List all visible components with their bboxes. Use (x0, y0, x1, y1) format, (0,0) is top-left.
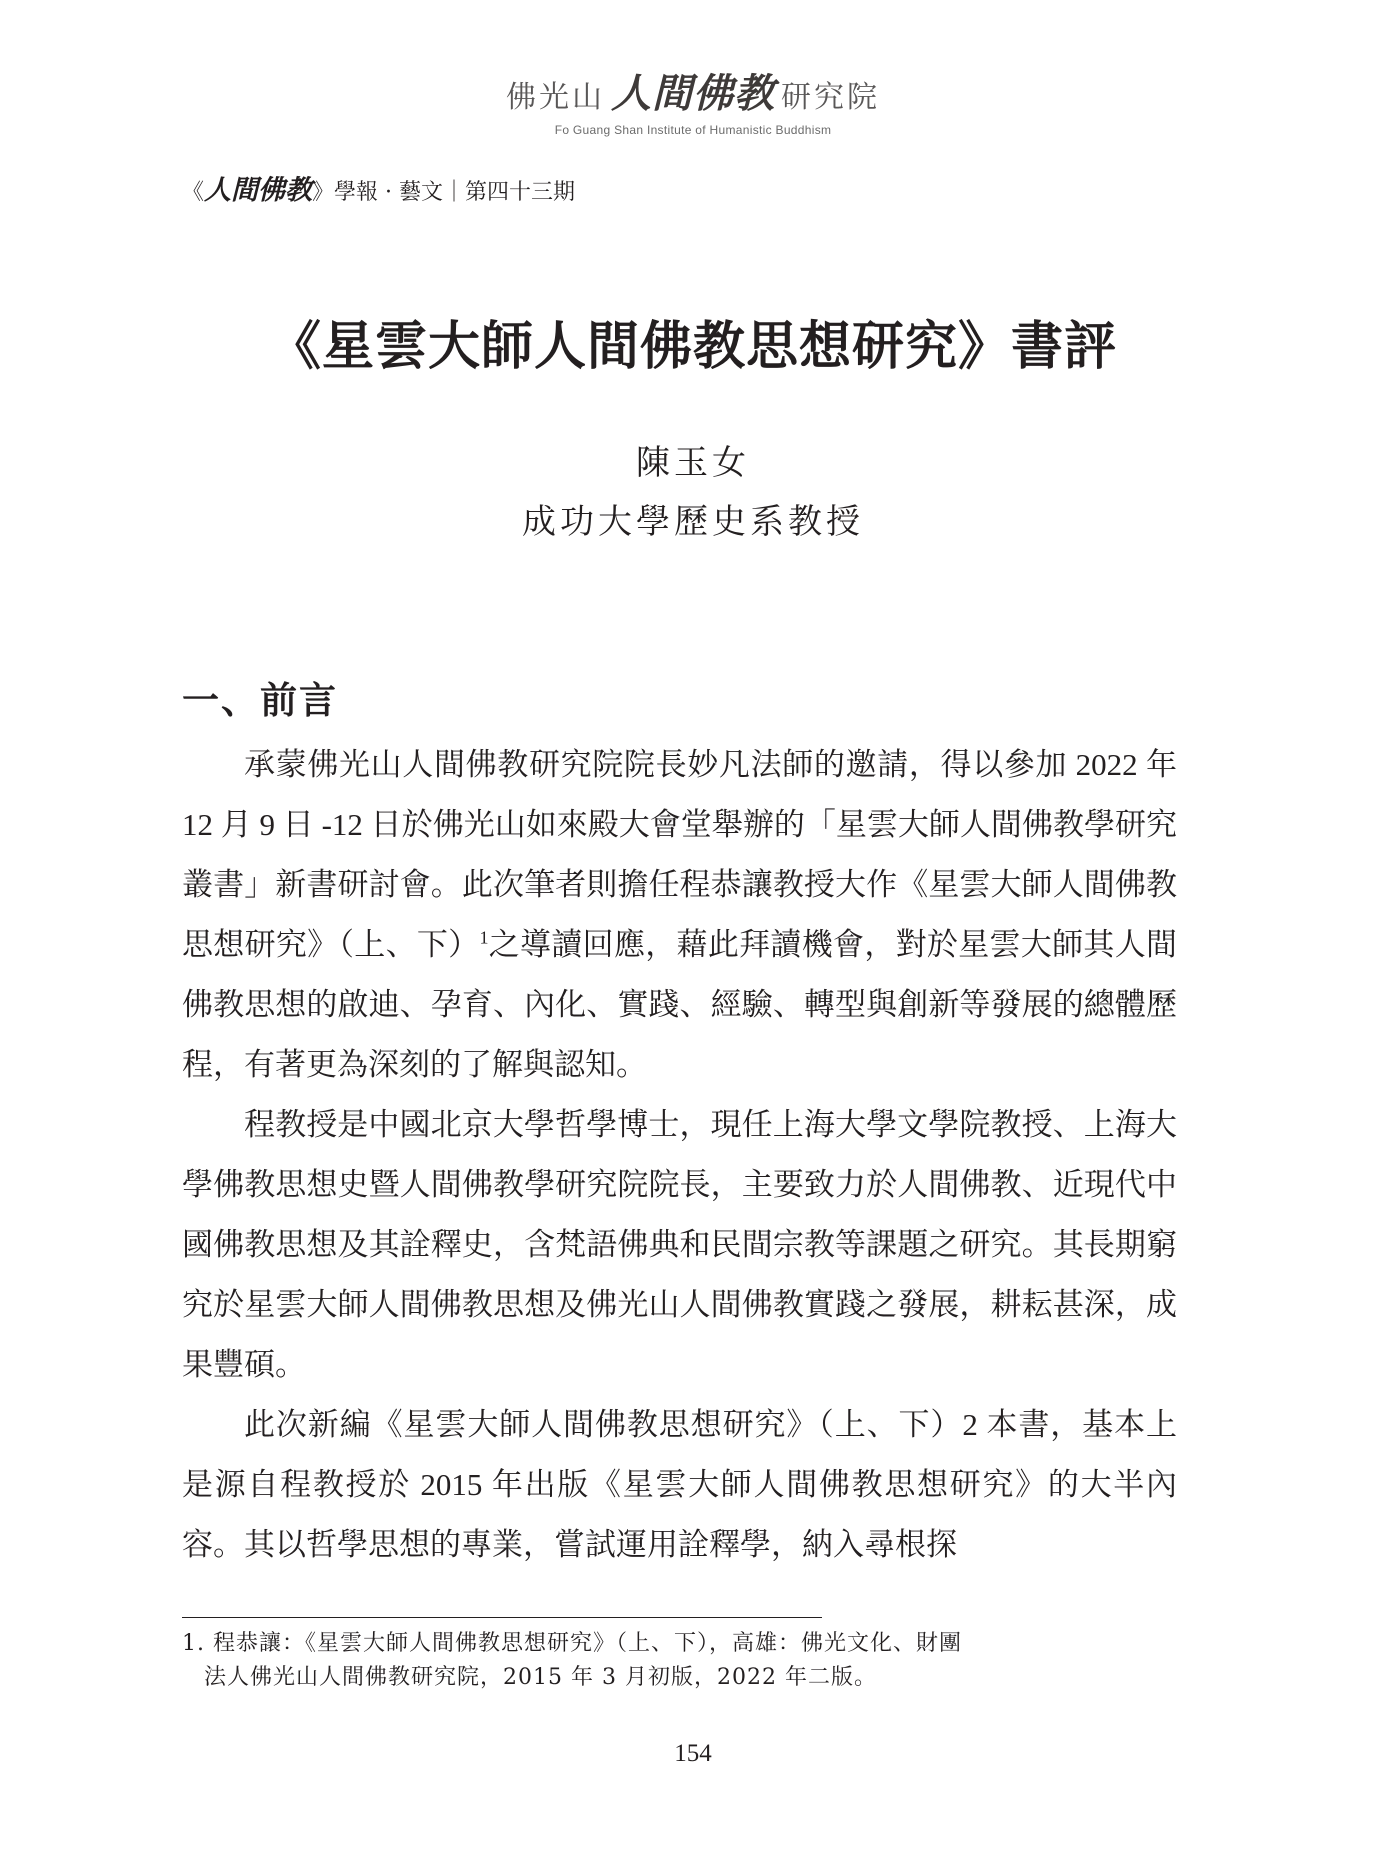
page-number: 154 (674, 1740, 712, 1767)
paragraph-1-text-b: 之導讀回應，藉此拜讀機會，對於星雲大師其人間佛教思想的啟迪、孕育、內化、實踐、經驗、轉型與創新等發展的總體歷程，有著更為深刻的了解與認知。 (182, 927, 1177, 1082)
article-title: 《星雲大師人間佛教思想研究》書評 (268, 316, 1117, 377)
footnote-line-1: 1. 程恭讓：《星雲大師人間佛教思想研究》（上、下），高雄：佛光文化、財團 (182, 1631, 962, 1656)
section-heading: 一、前言 (182, 678, 338, 722)
paragraph-3: 此次新編《星雲大師人間佛教思想研究》（上、下）2 本書，基本上是源自程教授於 2015 年出版《星雲大師人間佛教思想研究》的大半內容。其以哲學思想的專業，嘗試運用詮釋學，納入尋根探 (182, 1407, 1177, 1562)
footnote-divider (182, 1617, 822, 1618)
footnote (182, 1627, 1172, 1695)
institute-prefix: 佛光山 (506, 80, 605, 115)
journal-header (182, 168, 575, 207)
institute-name (0, 62, 1386, 119)
author-name: 陳玉女 (636, 443, 750, 483)
journal-open-bracket: 《 (182, 180, 205, 205)
paragraph-1 (182, 735, 1177, 1095)
paragraph-1-text-a: 承蒙佛光山人間佛教研究院院長妙凡法師的邀請，得以參加 2022 年 12 月 9 日 -12 日於佛光山如來殿大會堂舉辦的「星雲大師人間佛教學研究叢書」新書研討會。此次筆者則擔任程恭讓教授大作《星雲大師人間佛教思想研究》（上、下） (182, 747, 1177, 962)
institute-brand-calligraphy: 人間佛教 (611, 70, 775, 117)
article-body (182, 735, 1177, 1575)
author-affiliation: 成功大學歷史系教授 (522, 502, 864, 542)
institute-suffix: 研究院 (781, 80, 880, 115)
journal-issue-label: 》學報 · 藝文｜第四十三期 (312, 180, 575, 205)
institute-logo (0, 62, 1386, 137)
paragraph-2: 程教授是中國北京大學哲學博士，現任上海大學文學院教授、上海大學佛教思想史暨人間佛教學研究院院長，主要致力於人間佛教、近現代中國佛教思想及其詮釋史，含梵語佛典和民間宗教等課題之研究。其長期窮究於星雲大師人間佛教思想及佛光山人間佛教實踐之發展，耕耘甚深，成果豐碩。 (182, 1107, 1177, 1382)
journal-brand-calligraphy: 人間佛教 (204, 175, 313, 206)
footnote-marker[interactable]: 1 (479, 927, 489, 948)
footnote-line-2: 法人佛光山人間佛教研究院，2015 年 3 月初版，2022 年二版。 (204, 1665, 877, 1690)
institute-english-name: Fo Guang Shan Institute of Humanistic Buddhism (554, 123, 832, 137)
